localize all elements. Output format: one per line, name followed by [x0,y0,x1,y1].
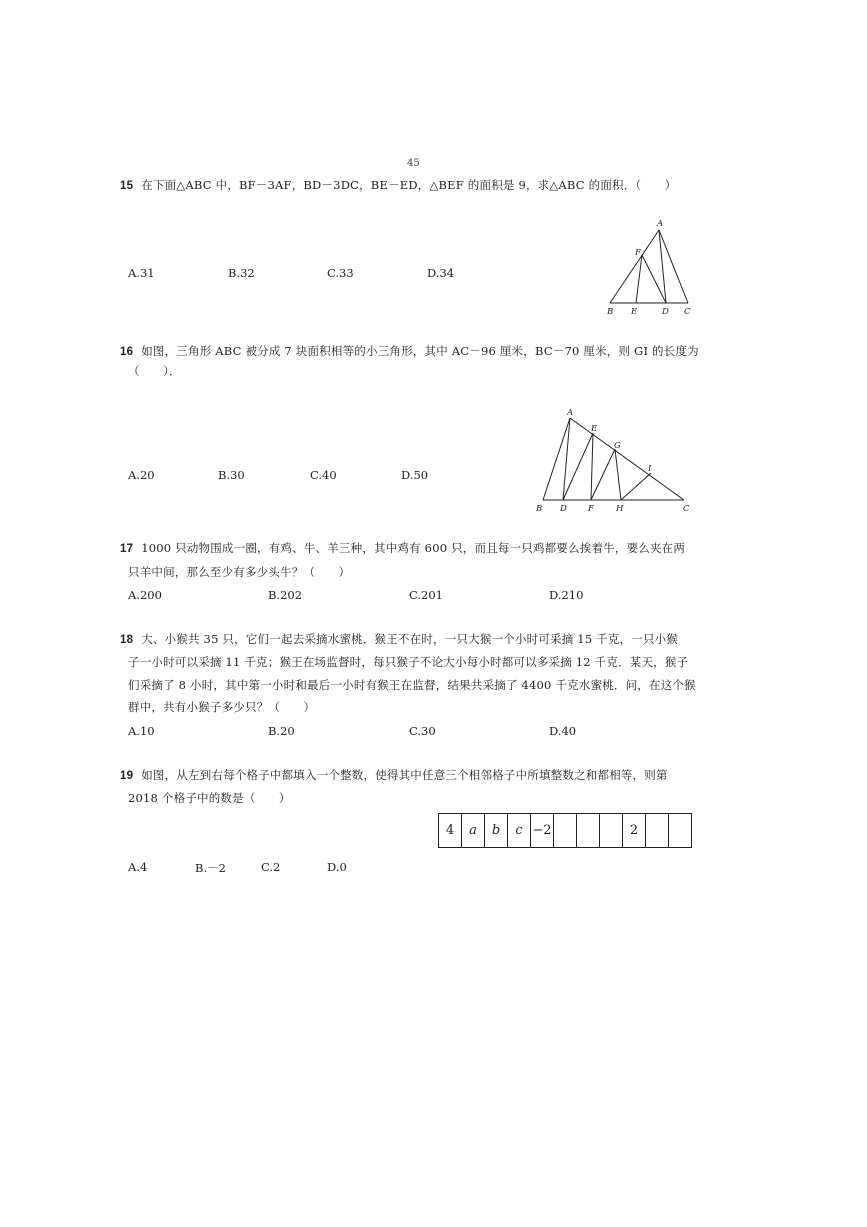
option-b: B.202 [268,588,303,602]
label-d: D [662,307,669,317]
label-f: F [588,504,594,514]
option-c: C.201 [409,588,443,602]
option-c: C.33 [327,266,354,280]
question-17-line-1 [120,541,685,556]
segment-ab [543,418,570,500]
option-c: C.30 [409,724,436,738]
question-18-line-2: 子一小时可以采摘 11 千克；猴王在场监督时，每只猴子不论大小每小时都可以多采摘 12 千克．某天，猴子 [128,655,689,669]
option-a: A.31 [128,266,155,280]
question-16-line-1 [120,344,699,359]
label-c: C [684,307,691,317]
option-d: D.210 [549,588,584,602]
label-a: A [657,219,664,229]
label-b: B [536,504,543,514]
question-15-line-1 [120,178,676,193]
option-b: B.32 [228,266,255,280]
label-c: C [683,504,690,514]
question-number: 16 [120,346,134,358]
segment-gh [615,449,621,500]
grid-cell: 2 [623,814,646,847]
grid-cell: a [462,814,485,847]
question-text: 如图，从左到右每个格子中都填入一个整数，使得其中任意三个相邻格子中所填整数之和都相等，则第 [141,768,668,782]
question-number: 19 [120,770,134,782]
label-e: E [591,424,598,434]
question-number: 18 [120,634,134,646]
grid-cell: c [508,814,531,847]
question-16-line-2: （ ）． [128,364,181,378]
option-b: B.20 [268,724,295,738]
number-grid [438,813,692,848]
grid-cell [646,814,669,847]
grid-cell: 4 [439,814,462,847]
option-a: A.20 [128,468,155,482]
question-text: 在下面△ABC 中，BF－3AF，BD－3DC，BE－ED，△BEF 的面积是 9，求△ABC 的面积．（ ） [141,178,677,192]
segment-ab [610,230,659,303]
grid-cell [600,814,623,847]
triangle-figure-15 [600,215,700,320]
option-c: C.40 [310,468,337,482]
question-18-line-3: 们采摘了 8 小时，其中第一小时和最后一小时有猴王在监督，结果共采摘了 4400 千克水蜜桃．问，在这个猴 [128,678,696,692]
segment-hi [621,473,651,500]
option-d: D.40 [549,724,577,738]
segment-fg [591,449,615,500]
label-d: D [560,504,567,514]
option-b: B.－2 [195,861,226,875]
grid-cell [554,814,577,847]
page-number: 45 [407,158,420,169]
segment-ef [591,433,593,500]
question-text: 如图，三角形 ABC 被分成 7 块面积相等的小三角形，其中 AC－96 厘米，BC－70 厘米，则 GI 的长度为 [141,344,699,358]
option-d: D.34 [427,266,455,280]
label-g: G [614,441,621,451]
question-text: 1000 只动物围成一圈，有鸡、牛、羊三种，其中鸡有 600 只，而且每一只鸡都要么挨着牛，要么夹在两 [141,541,686,555]
segment-ac [570,418,684,500]
segment-ac [659,230,688,303]
question-number: 15 [120,180,134,192]
option-a: A.10 [128,724,155,738]
question-18-line-4: 群中，共有小猴子多少只？（ ） [128,700,316,714]
label-e: E [631,307,638,317]
option-a: A.4 [128,860,148,874]
option-d: D.50 [401,468,429,482]
grid-cell: b [485,814,508,847]
label-f: F [635,248,641,258]
question-text: 大、小猴共 35 只，它们一起去采摘水蜜桃．猴王不在时，一只大猴一个小时可采摘 15 千克，一只小猴 [141,632,679,646]
triangle-figure-16 [530,405,695,515]
option-c: C.2 [261,860,281,874]
label-h: H [616,504,624,514]
label-i: I [648,464,652,474]
option-a: A.200 [128,588,162,602]
question-number: 17 [120,543,134,555]
option-b: B.30 [218,468,245,482]
question-17-line-2: 只羊中间，那么至少有多少头牛？（ ） [128,565,351,579]
question-18-line-1 [120,632,678,647]
grid-cell [669,814,691,847]
question-19-line-1 [120,768,668,783]
option-d: D.0 [327,860,347,874]
grid-cell: −2 [531,814,554,847]
grid-cell [577,814,600,847]
label-a: A [567,408,574,418]
label-b: B [607,307,614,317]
question-19-line-2: 2018 个格子中的数是（ ） [128,791,291,805]
